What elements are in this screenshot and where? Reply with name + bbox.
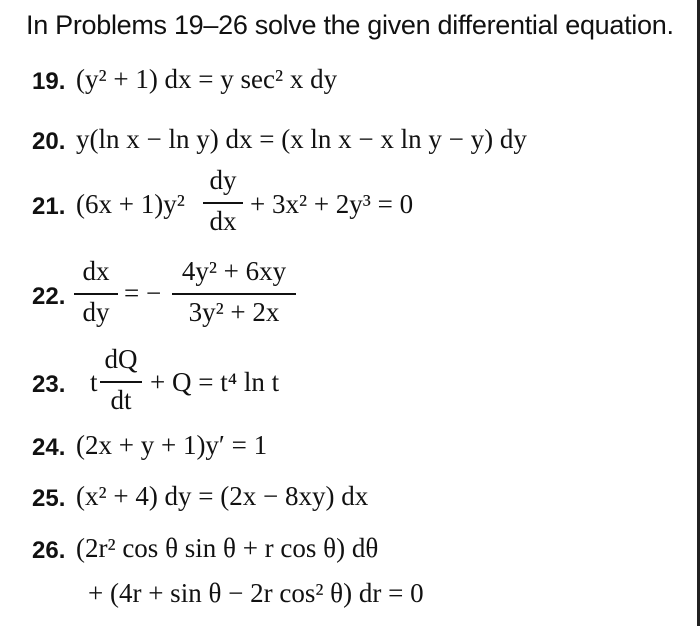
problem-23-suffix: + Q = t⁴ ln t xyxy=(150,367,280,397)
problem-22-rhs-numerator: 4y² + 6xy xyxy=(181,256,287,286)
problem-21-fraction-bar xyxy=(203,202,243,204)
problem-22-equals: = − xyxy=(124,278,162,308)
problem-24-number: 24. xyxy=(32,434,66,461)
problem-20-equation: y(ln x − ln y) dx = (x ln x − x ln y − y) dy xyxy=(76,124,527,154)
problem-19-equation: (y² + 1) dx = y sec² x dy xyxy=(76,64,338,94)
problem-25-equation: (x² + 4) dy = (2x − 8xy) dx xyxy=(76,481,369,511)
problem-23-fraction-denominator: dt xyxy=(110,385,132,415)
problem-26-equation: (2r² cos θ sin θ + r cos θ) dθ xyxy=(76,533,379,563)
problem-23-prefix: t xyxy=(90,367,98,397)
problem-22-rhs-bar xyxy=(172,293,296,295)
problem-26-continuation: + (4r + sin θ − 2r cos² θ) dr = 0 xyxy=(88,578,424,608)
problem-25-number: 25. xyxy=(32,485,66,512)
problem-22-lhs-numerator: dx xyxy=(82,256,110,286)
problem-19-number: 19. xyxy=(32,68,66,95)
problem-21-suffix: + 3x² + 2y³ = 0 xyxy=(250,189,414,219)
problem-22-lhs-bar xyxy=(74,293,118,295)
problem-26-number: 26. xyxy=(32,537,66,564)
problem-21-number: 21. xyxy=(32,193,66,220)
problem-21-prefix: (6x + 1)y² xyxy=(76,189,185,219)
problem-21-fraction-numerator: dy xyxy=(209,165,237,195)
problem-22-rhs-denominator: 3y² + 2x xyxy=(188,297,280,327)
problem-22-lhs-denominator: dy xyxy=(82,297,110,327)
problem-23-fraction-bar xyxy=(100,381,142,383)
problem-23-number: 23. xyxy=(32,371,66,398)
problems-heading: In Problems 19–26 solve the given differential equation. xyxy=(26,10,674,40)
problem-20-number: 20. xyxy=(32,128,66,155)
problem-23-fraction-numerator: dQ xyxy=(104,344,138,374)
problem-22-number: 22. xyxy=(32,283,66,310)
problem-21-fraction-denominator: dx xyxy=(209,206,237,236)
problem-24-equation: (2x + y + 1)y′ = 1 xyxy=(76,430,268,460)
